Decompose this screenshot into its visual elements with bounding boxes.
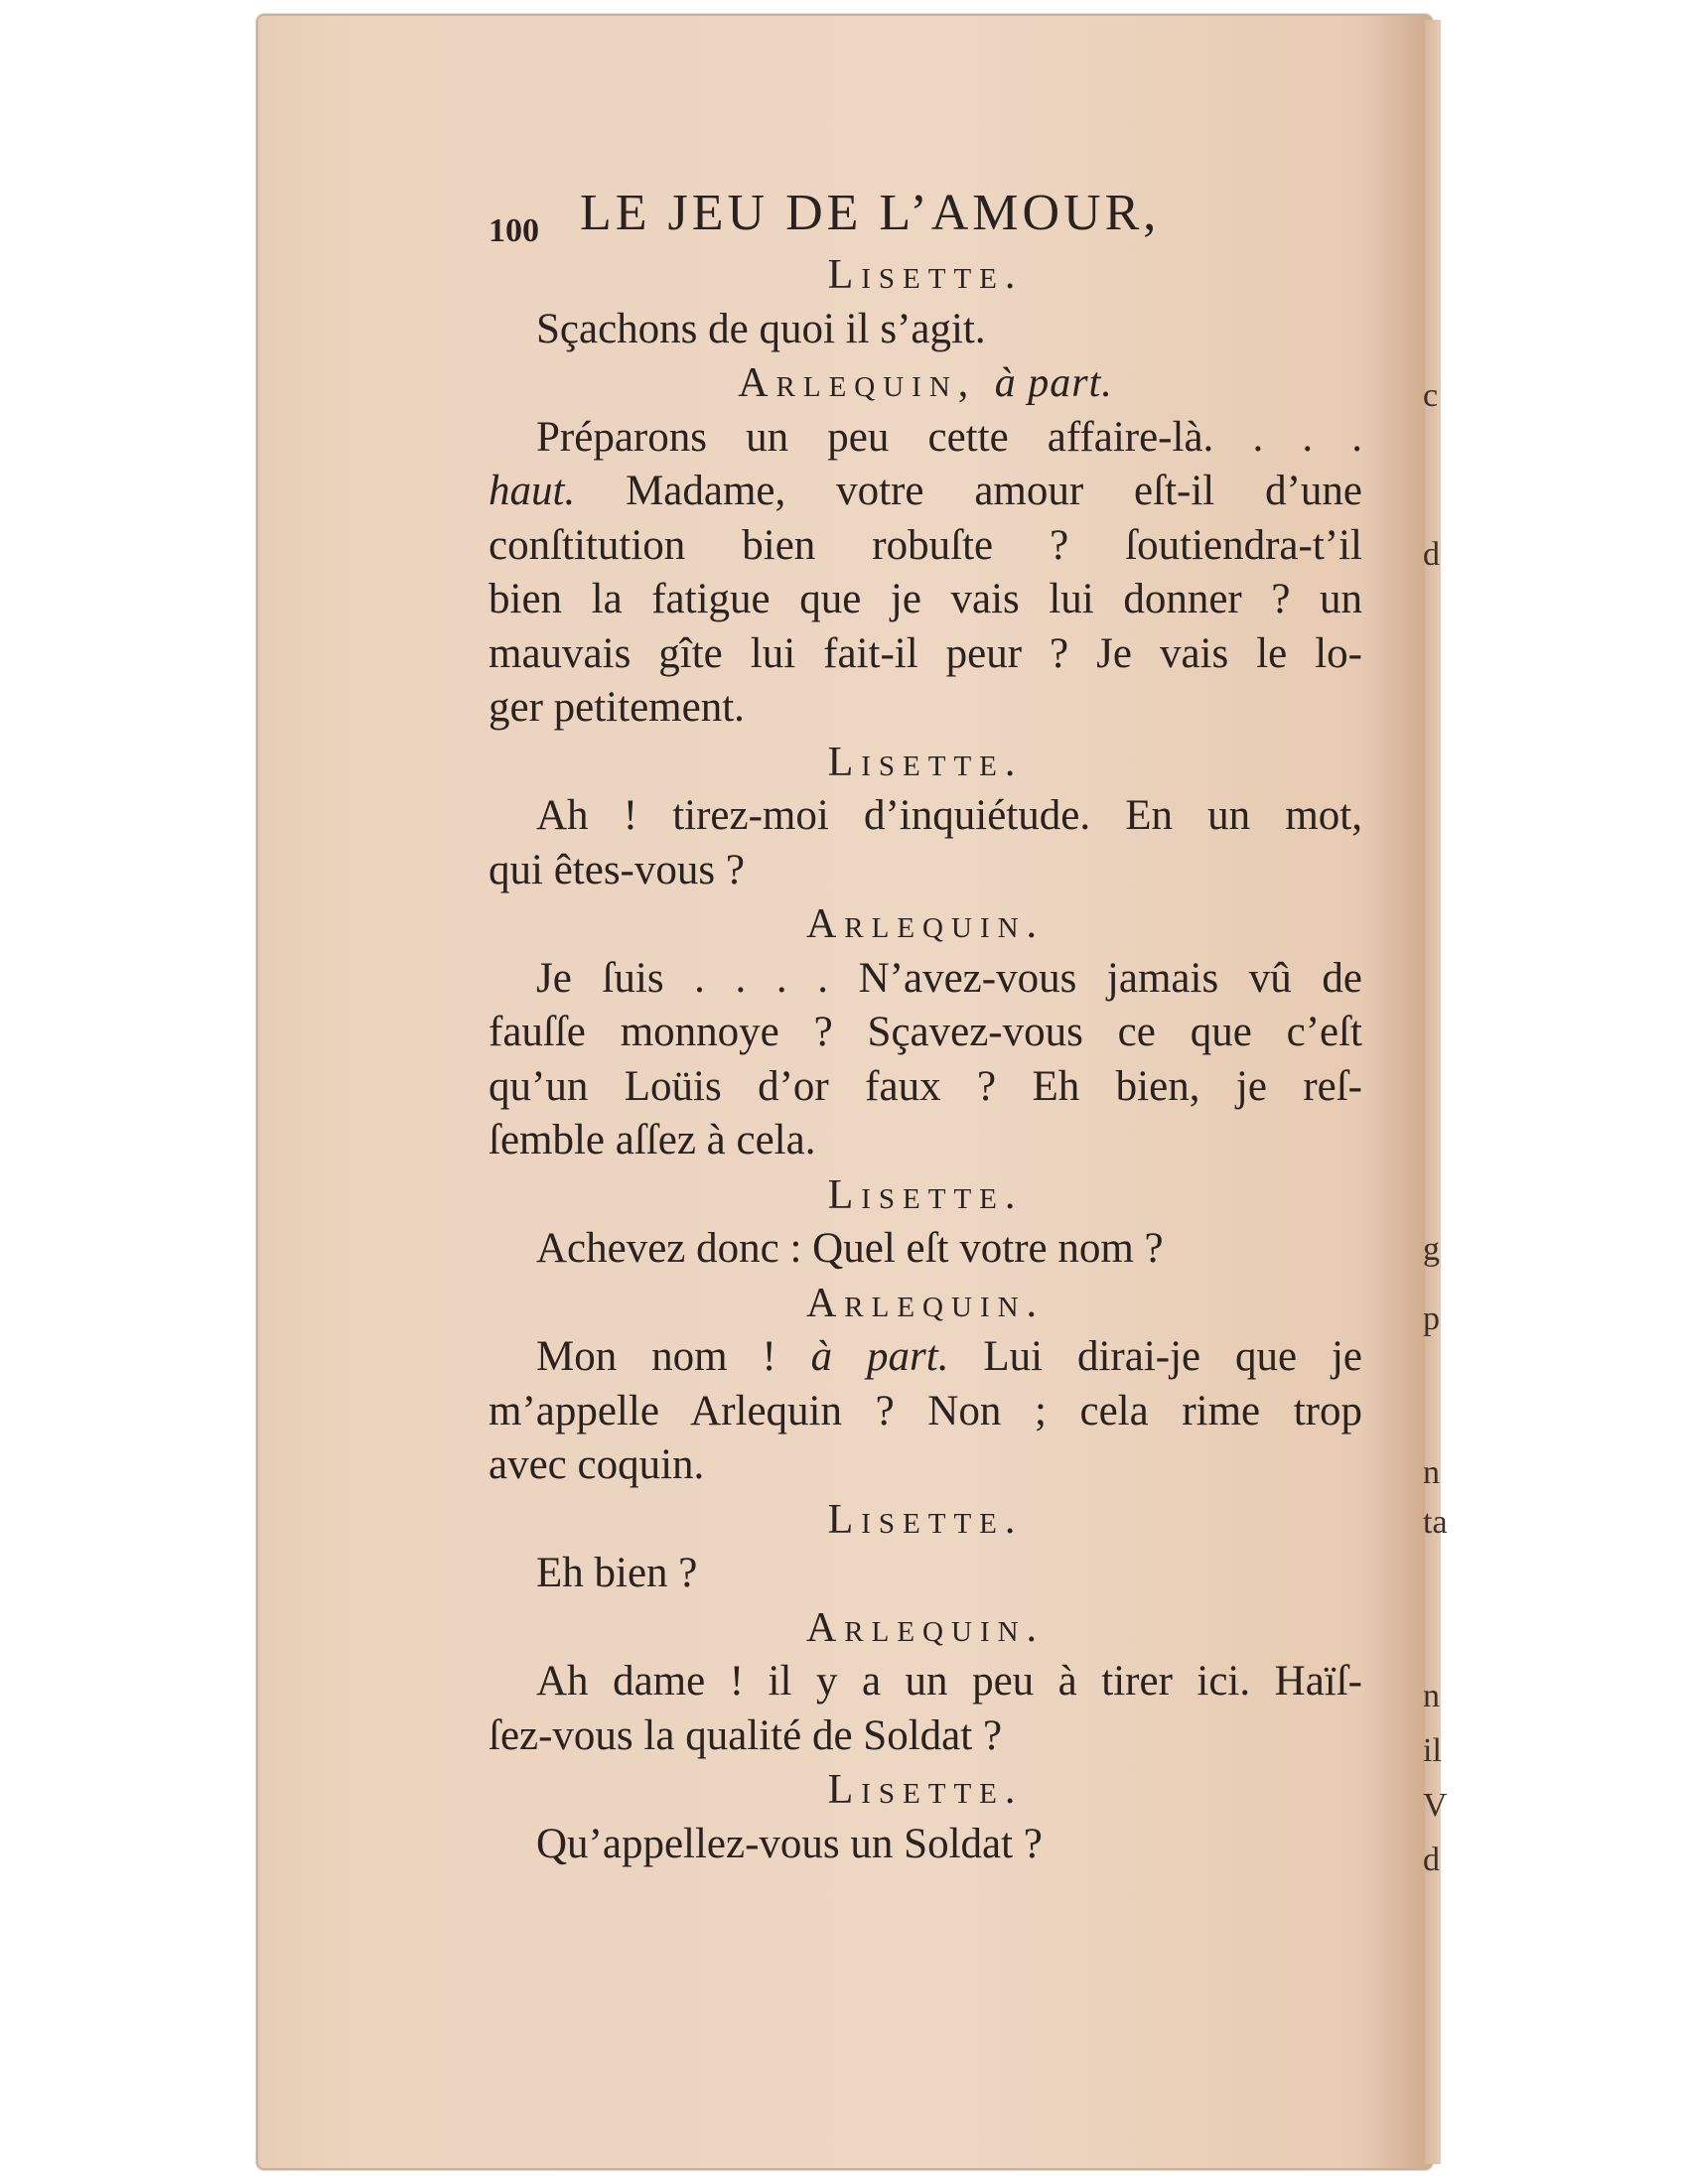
text-line: [489, 844, 1362, 898]
speaker-label: Arlequin.: [805, 1280, 1046, 1326]
line-text: Ah dame ! il y a un peu à tirer ici. Haïſ-: [536, 1658, 1362, 1705]
speaker-name: [489, 1168, 1362, 1223]
stage-direction: haut.: [489, 468, 576, 514]
text-line: [489, 1006, 1362, 1060]
text-line: [489, 1385, 1362, 1439]
line-text: conſtitution bien robuſte ? ſoutiendra-t’il: [489, 521, 1362, 569]
right-blank-margin: [1441, 0, 1688, 2184]
line-text: Mon nom !: [536, 1333, 776, 1380]
text-line: [489, 1060, 1362, 1115]
line-text: ſemble aſſez à cela.: [489, 1117, 816, 1163]
stage-direction: à part.: [775, 1333, 949, 1380]
speaker-label: Arlequin,: [738, 360, 977, 406]
line-text: Qu’appellez-vous un Soldat ?: [536, 1820, 1043, 1867]
text-line: [489, 1655, 1362, 1709]
speaker-name: [489, 736, 1362, 790]
line-text: ſez-vous la qualité de Soldat ?: [489, 1711, 1003, 1759]
text-line: [489, 952, 1362, 1007]
text-line: [489, 1438, 1362, 1493]
speaker-name: [489, 1277, 1362, 1331]
margin-letter: ta: [1423, 1504, 1448, 1541]
margin-letter: il: [1423, 1732, 1442, 1769]
speaker-label: Lisette.: [827, 252, 1024, 298]
line-text: avec coquin.: [489, 1441, 705, 1488]
text-line: [489, 465, 1362, 519]
text-line: [489, 1818, 1362, 1872]
line-text: fauſſe monnoye ? Sçavez-vous ce que c’eſt: [489, 1009, 1362, 1055]
text-line: [489, 681, 1362, 736]
speaker-name: [489, 248, 1362, 303]
text-line: [489, 1709, 1362, 1764]
line-text: ger petitement.: [489, 684, 745, 731]
line-text: qu’un Loüis d’or faux ? Eh bien, je reſ-: [489, 1062, 1362, 1110]
text-line: [489, 519, 1362, 574]
speaker-name: [489, 1763, 1362, 1818]
line-text: mauvais gîte lui fait-il peur ? Je vais le lo-: [489, 629, 1362, 677]
line-text: Préparons un peu cette affaire-là. . . .: [536, 413, 1362, 461]
margin-letter: V: [1423, 1787, 1448, 1824]
speaker-name: [489, 1493, 1362, 1548]
speaker-name: [489, 356, 1362, 411]
margin-letter: p: [1423, 1300, 1440, 1337]
margin-letter: n: [1423, 1678, 1440, 1714]
line-text: Je ſuis . . . . N’avez-vous jamais vû de: [536, 954, 1362, 1002]
text-line: [489, 789, 1362, 844]
running-title: LE JEU DE L’AMOUR,: [580, 185, 1161, 241]
line-text: Eh bien ?: [536, 1550, 698, 1596]
margin-letter: d: [1423, 536, 1440, 573]
speaker-label: Lisette.: [827, 1171, 1024, 1218]
text-line: [489, 1222, 1362, 1277]
line-text: Achevez donc : Quel eſt votre nom ?: [536, 1225, 1164, 1272]
running-head: [489, 185, 1362, 249]
speaker-label: Arlequin.: [805, 1604, 1046, 1651]
speaker-label: Lisette.: [827, 739, 1024, 785]
speaker-name: [489, 1601, 1362, 1656]
speaker-label: Lisette.: [827, 1496, 1024, 1543]
margin-letter: c: [1423, 377, 1439, 414]
text-line: [489, 573, 1362, 627]
stage-direction: à part.: [994, 360, 1113, 406]
text-line: [489, 1330, 1362, 1385]
speaker-label: Arlequin.: [805, 901, 1046, 947]
line-text: qui êtes-vous ?: [489, 846, 745, 893]
line-text: Sçachons de quoi il s’agit.: [536, 305, 986, 352]
left-blank-margin: [0, 0, 242, 2184]
line-text: Ah ! tirez-moi d’inquiétude. En un mot,: [536, 792, 1362, 839]
dialogue-body: [489, 248, 1362, 1871]
speaker-label: Lisette.: [827, 1767, 1024, 1813]
margin-letter: g: [1423, 1231, 1440, 1268]
text-line: [489, 627, 1362, 682]
page-text: [489, 187, 1362, 1871]
line-text: Lui dirai-je que je: [948, 1333, 1363, 1380]
margin-letter: n: [1423, 1454, 1440, 1491]
line-text: Madame, votre amour eſt-il d’une: [575, 468, 1362, 514]
line-text: m’appelle Arlequin ? Non ; cela rime trop: [489, 1387, 1362, 1434]
margin-letter: d: [1423, 1842, 1440, 1878]
text-line: [489, 1547, 1362, 1601]
text-line: [489, 1114, 1362, 1168]
line-text: bien la fatigue que je vais lui donner ? un: [489, 576, 1362, 622]
speaker-name: [489, 897, 1362, 952]
text-line: [489, 411, 1362, 466]
page-number: 100: [489, 212, 539, 249]
text-line: [489, 303, 1362, 357]
